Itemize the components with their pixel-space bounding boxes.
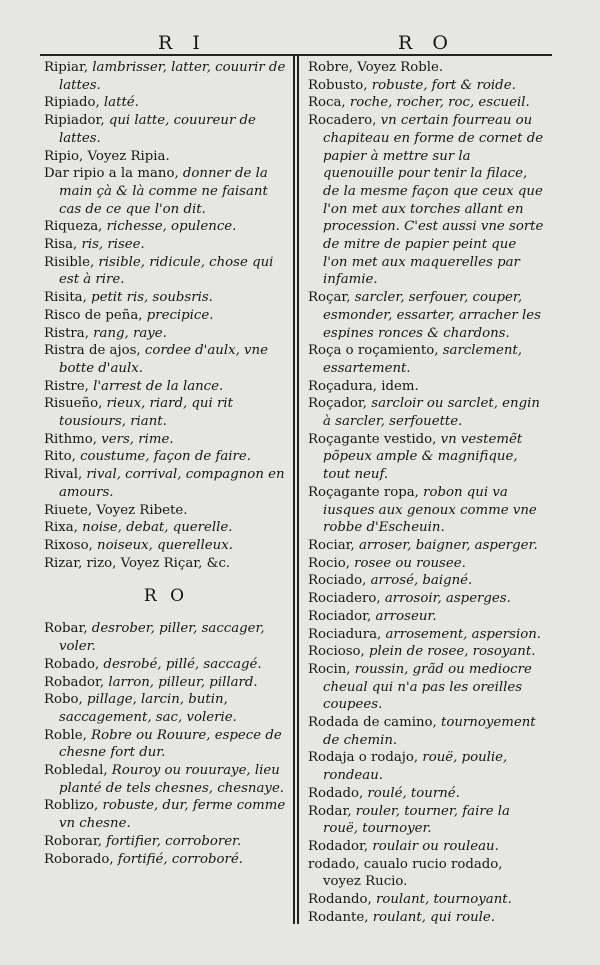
dictionary-entry [308, 891, 544, 909]
headword: Roborar, [44, 833, 102, 849]
dictionary-entry [308, 112, 544, 289]
dictionary-entry [308, 626, 544, 644]
dictionary-entry [44, 431, 288, 449]
dictionary-entry [44, 236, 288, 254]
headword: Riqueza, [44, 219, 103, 235]
dictionary-entry [308, 785, 544, 803]
headword: Ristre, [44, 378, 89, 394]
definition: rouë, poulie, rondeau. [323, 750, 508, 784]
headword: Rociar, [308, 537, 355, 553]
definition: arroseur. [371, 608, 437, 624]
dictionary-entry [308, 803, 544, 838]
definition: risible, ridicule, chose qui est à rire. [59, 254, 274, 288]
dictionary-entry [308, 572, 544, 590]
dictionary-entry [44, 656, 288, 674]
headword: Roçador, [308, 396, 368, 412]
dictionary-entry [44, 466, 288, 501]
dictionary-entry [308, 484, 544, 537]
definition: desrober, piller, saccager, voler. [59, 621, 265, 655]
dictionary-entry [44, 797, 288, 832]
dictionary-entry [44, 254, 288, 289]
definition: roche, rocher, roc, escueil. [345, 95, 530, 111]
dictionary-entry [44, 691, 288, 726]
headword: Rodar, [308, 803, 352, 819]
headword: Risa, [44, 237, 78, 253]
dictionary-entry [44, 762, 288, 797]
definition: l'arrest de la lance. [88, 378, 224, 394]
headword: Dar ripio a la mano, [44, 166, 179, 182]
dictionary-entry [44, 674, 288, 692]
definition: ris, risee. [77, 237, 145, 253]
dictionary-entry [308, 555, 544, 573]
definition: desrobé, pillé, saccagé. [99, 656, 262, 672]
headword: Rixoso, [44, 537, 93, 553]
definition: rieux, riard, qui rit tousiours, riant. [59, 396, 233, 430]
right-running-head: R O [398, 32, 455, 54]
dictionary-entry [44, 448, 288, 466]
definition: Rouroy ou rouuraye, lieu planté de tels chesnes, chesnaye. [59, 763, 285, 796]
dictionary-entry [308, 395, 544, 430]
dictionary-entry [308, 856, 544, 891]
dictionary-entry [308, 909, 544, 927]
dictionary-entry [44, 112, 288, 147]
headword: Rodante, [308, 909, 369, 925]
headword: Rodador, [308, 838, 369, 854]
definition: fortifié, corroboré. [113, 851, 243, 867]
definition: vn certain fourreau ou chapiteau en forme de cornet de papier à mettre sur la quenouille pour tenir la filace, de la mesme façon que ceux que l'on met aux torches allant en procession. C'est aussi vne sorte de mitre de papier peint que l'on met aux maquerelles par infamie. [323, 113, 544, 288]
definition: robuste, fort & roide. [367, 77, 516, 93]
headword: Rociado, [308, 573, 367, 589]
section-heading-ro: R O [143, 586, 189, 607]
definition: richesse, opulence. [102, 219, 237, 235]
definition: rouler, tourner, faire la rouë, tournoyer. [323, 803, 510, 837]
headword: Rociadero, [308, 591, 381, 607]
definition: tournoyement de chemin. [323, 715, 536, 748]
definition: robon qui va iusques aux genoux comme vne robbe d'Escheuin. [323, 484, 537, 536]
headword: Ripiar, [44, 60, 89, 75]
headword: Robado, [44, 656, 100, 672]
headword: Ripiador, [44, 113, 105, 129]
dictionary-entry [44, 833, 288, 851]
dictionary-entry [44, 502, 288, 520]
definition: lambrisser, latter, couurir de lattes. [59, 60, 286, 93]
definition: precipice. [142, 307, 214, 323]
definition: arrosé, baigné. [366, 573, 473, 589]
column-divider-right [297, 54, 299, 924]
dictionary-entry [44, 94, 288, 112]
definition: roulant, tournoyant. [371, 892, 512, 908]
definition: plein de rosee, rosoyant. [364, 644, 536, 660]
headword: Risita, [44, 290, 87, 306]
dictionary-entry [44, 59, 288, 94]
headword: Rodaja o rodajo, [308, 750, 419, 766]
headword: Roçagante vestido, [308, 431, 437, 447]
headword: Riuete, Voyez Ribete. [44, 502, 188, 518]
dictionary-entry [44, 325, 288, 343]
definition: Robre ou Rouure, espece de chesne fort dur. [59, 727, 282, 761]
definition: rang, raye. [88, 325, 167, 341]
definition: rosee ou rousee. [349, 555, 466, 571]
definition: arrosement, aspersion. [381, 626, 541, 642]
dictionary-entry [308, 342, 544, 377]
definition: roulant, qui roule. [368, 909, 495, 925]
right-column [308, 59, 544, 926]
dictionary-entry [308, 590, 544, 608]
headword: Risueño, [44, 396, 103, 412]
definition: noise, debat, querelle. [77, 520, 233, 536]
headword: Risible, [44, 254, 95, 270]
dictionary-entry [308, 94, 544, 112]
definition: larron, pilleur, pillard. [104, 674, 258, 690]
definition: roulé, tourné. [363, 785, 460, 801]
headword: Roble, [44, 727, 87, 743]
dictionary-entry [44, 342, 288, 377]
headword: Rocin, [308, 661, 351, 677]
headword: Roçadura, idem. [308, 378, 419, 394]
definition: fortifier, corroborer. [101, 833, 242, 849]
dictionary-entry [308, 378, 544, 396]
dictionary-entry [308, 537, 544, 555]
dictionary-entry [308, 77, 544, 95]
headword: Rixa, [44, 520, 78, 536]
dictionary-entry [44, 537, 288, 555]
dictionary-entry [308, 661, 544, 714]
entries-ri [44, 59, 288, 572]
headword: Robre, Voyez Roble. [308, 60, 444, 75]
dictionary-entry [44, 620, 288, 655]
definition: arrosoir, asperges. [380, 591, 511, 607]
entries-ro [44, 620, 288, 868]
headword: Ristra de ajos, [44, 343, 141, 359]
headword: Ripio, Voyez Ripia. [44, 148, 170, 164]
left-column [44, 59, 288, 868]
dictionary-entry [308, 608, 544, 626]
headword: Rizar, rizo, Voyez Riçar, &c. [44, 555, 231, 571]
dictionary-entry [44, 395, 288, 430]
definition: donner de la main çà & là comme ne faisant cas de ce que l'on dit. [59, 166, 268, 217]
dictionary-entry [44, 218, 288, 236]
definition: sarcler, serfouer, couper, esmonder, essarter, arracher les espines ronces & chardons. [323, 290, 541, 341]
dictionary-entry [308, 289, 544, 342]
definition: noiseux, querelleux. [92, 537, 233, 553]
dictionary-entry [308, 431, 544, 484]
dictionary-entry [44, 555, 288, 573]
headword: Rociador, [308, 608, 372, 624]
dictionary-entry [44, 307, 288, 325]
headword: Robador, [44, 674, 105, 690]
dictionary-entry [308, 749, 544, 784]
headword: Rodando, [308, 892, 372, 908]
dictionary-entry [308, 714, 544, 749]
definition: coustume, façon de faire. [75, 449, 252, 465]
headword: Rocioso, [308, 644, 365, 660]
headword: Rithmo, [44, 431, 98, 447]
definition: vn vestemẽt põpeux ample & magnifique, tout neuf. [323, 431, 523, 483]
headword: Rito, [44, 449, 76, 465]
headword: Rociadura, [308, 626, 382, 642]
column-divider-left [293, 54, 295, 924]
definition: sarcloir ou sarclet, engin à sarcler, serfouette. [323, 396, 540, 430]
dictionary-entry [308, 643, 544, 661]
dictionary-entry [44, 148, 288, 166]
headword: Roca, [308, 95, 346, 111]
headword: Rodada de camino, [308, 715, 437, 731]
headword: rodado, caualo rucio rodado, voyez Rucio. [308, 856, 503, 890]
dictionary-entry [44, 727, 288, 762]
definition: robuste, dur, ferme comme vn chesne. [59, 798, 286, 832]
left-running-head: R I [158, 32, 207, 54]
headword: Ripiado, [44, 95, 100, 111]
definition: vers, rime. [97, 431, 174, 447]
definition: qui latte, couureur de lattes. [59, 113, 256, 146]
definition: rival, corrival, compagnon en amours. [59, 467, 285, 500]
dictionary-entry [44, 851, 288, 869]
header-rule [40, 54, 552, 56]
headword: Roçagante ropa, [308, 484, 419, 500]
definition: petit ris, soubsris. [86, 290, 213, 306]
headword: Robledal, [44, 763, 108, 779]
definition: roulair ou rouleau. [368, 838, 499, 854]
headword: Robar, [44, 621, 88, 637]
dictionary-entry [308, 59, 544, 77]
headword: Rival, [44, 467, 83, 483]
headword: Robo, [44, 692, 83, 708]
headword: Rocio, [308, 555, 350, 571]
dictionary-entry [44, 165, 288, 218]
headword: Ristra, [44, 325, 89, 341]
headword: Risco de peña, [44, 307, 143, 323]
definition: arroser, baigner, asperger. [354, 537, 538, 553]
definition: roussin, grãd ou mediocre cheual qui n'a pas les oreilles coupees. [323, 661, 532, 713]
dictionary-entry [44, 289, 288, 307]
headword: Roblizo, [44, 798, 99, 814]
definition: latté. [99, 95, 139, 111]
dictionary-entry [44, 519, 288, 537]
headword: Rodado, [308, 785, 364, 801]
dictionary-entry [44, 378, 288, 396]
entries-ro-continued [308, 59, 544, 926]
headword: Roçar, [308, 290, 351, 306]
dictionary-entry [308, 838, 544, 856]
headword: Robusto, [308, 77, 368, 93]
headword: Roça o roçamiento, [308, 343, 439, 359]
definition: cordee d'aulx, vne botte d'aulx. [59, 343, 268, 376]
headword: Roborado, [44, 851, 114, 867]
definition: sarclement, essartement. [323, 343, 522, 376]
definition: pillage, larcin, butin, saccagement, sac, volerie. [59, 692, 237, 725]
headword: Rocadero, [308, 113, 377, 129]
